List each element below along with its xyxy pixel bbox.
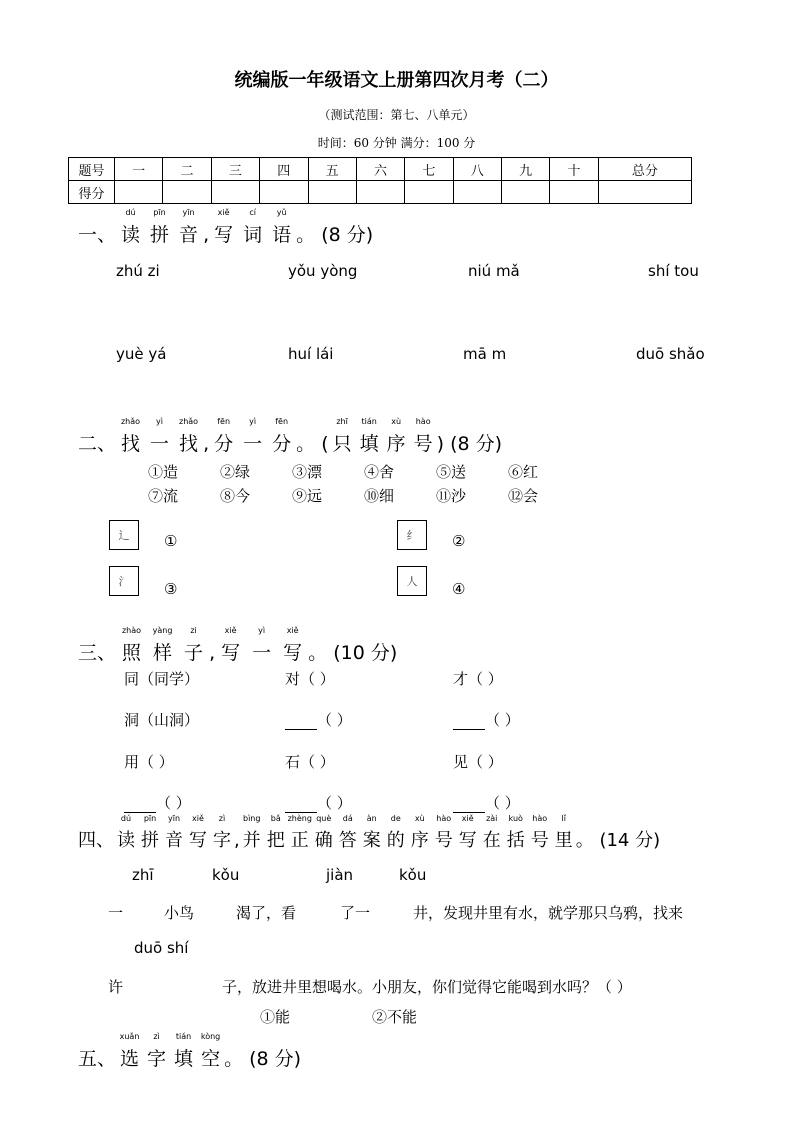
heading-char-pinyin: yàng bbox=[152, 626, 173, 635]
heading-char-text: 字 bbox=[213, 830, 231, 851]
score-table bbox=[68, 157, 692, 204]
heading-char-pinyin: dú bbox=[125, 208, 136, 217]
heading-char-text: 一 bbox=[243, 433, 263, 455]
heading-char-text: 子 bbox=[184, 642, 204, 664]
heading-char-text: 语 bbox=[272, 224, 292, 246]
heading-char-pinyin: zhǎo bbox=[179, 417, 199, 426]
heading-char-pinyin: yīn bbox=[167, 814, 181, 823]
s1-pinyin-2: yǒu yòng bbox=[288, 262, 358, 280]
s4-text-2: 小鸟 bbox=[164, 904, 195, 922]
heading-char bbox=[179, 208, 199, 247]
heading-char bbox=[141, 814, 159, 852]
char-option: ②绿 bbox=[220, 463, 251, 481]
heading-char-text: 音 bbox=[179, 224, 199, 246]
punct: 。 ( bbox=[296, 433, 329, 455]
heading-char bbox=[117, 814, 135, 852]
s1-pinyin-7: mā m bbox=[463, 345, 507, 363]
heading-char-text: 答 bbox=[338, 830, 357, 851]
heading-char-pinyin: cí bbox=[249, 208, 256, 217]
radical-box-4: 人 bbox=[397, 566, 427, 596]
heading-char bbox=[410, 814, 429, 852]
heading-char-text: 读 bbox=[121, 224, 141, 246]
heading-char-text: 字 bbox=[147, 1048, 167, 1070]
heading-char-pinyin: zhèng bbox=[287, 814, 312, 823]
score-header-cell: 六 bbox=[356, 158, 404, 181]
char-option: ⑨远 bbox=[292, 487, 323, 505]
heading-char-text: 号 bbox=[413, 433, 433, 455]
heading-char-pinyin: dá bbox=[342, 814, 353, 823]
heading-char-pinyin: fēn bbox=[275, 417, 289, 426]
s1-pinyin-1: zhú zi bbox=[116, 262, 160, 280]
char-option: ⑪沙 bbox=[436, 487, 467, 505]
heading-char-text: 读 bbox=[117, 830, 135, 851]
s3-blank-2[interactable]: （ ） bbox=[453, 709, 520, 730]
heading-char-pinyin: xiě bbox=[192, 814, 204, 823]
heading-char-pinyin: yì bbox=[156, 417, 164, 426]
score-header-cell: 总分 bbox=[598, 158, 691, 181]
comma: , bbox=[203, 433, 210, 455]
page-title: 统编版一年级语文上册第四次月考（二） bbox=[234, 70, 559, 91]
heading-char bbox=[165, 814, 183, 852]
heading-char bbox=[184, 626, 204, 665]
heading-char-pinyin: de bbox=[390, 814, 401, 823]
section-5-heading: 五、 xuǎn 选 zì 字 tián 填 kòng 空 。 (8 分) bbox=[78, 1032, 302, 1070]
heading-char bbox=[530, 814, 549, 852]
heading-char-pinyin: hào bbox=[436, 814, 452, 823]
char-option: ⑩细 bbox=[364, 487, 395, 505]
heading-char-text: 写 bbox=[221, 642, 241, 664]
s3-example-2: 洞（山洞） bbox=[124, 711, 200, 729]
heading-char-text: 只 bbox=[332, 433, 352, 455]
radical-answer-2: ② bbox=[452, 532, 466, 550]
s3-item-yong: 用（ ） bbox=[124, 753, 174, 771]
heading-char bbox=[243, 208, 263, 247]
s4-text-5: 井，发现井里有水，就学那只乌鸦，找来 bbox=[413, 904, 684, 922]
s4-text-3: 渴了，看 bbox=[236, 904, 297, 922]
heading-char-text: 写 bbox=[283, 642, 303, 664]
char-option: ⑤送 bbox=[436, 463, 467, 481]
comma: , bbox=[209, 642, 216, 664]
s4-option-2[interactable]: ②不能 bbox=[372, 1008, 418, 1026]
score-input-cell[interactable] bbox=[405, 181, 453, 204]
s4-text-1: 一 bbox=[108, 904, 124, 922]
s4-pinyin-4: kǒu bbox=[399, 866, 427, 884]
heading-char-pinyin: xù bbox=[414, 814, 425, 823]
heading-char-text: 在 bbox=[482, 830, 501, 851]
s3-blank-1[interactable]: （ ） bbox=[285, 709, 352, 730]
test-scope: （测试范围：第七、八单元） bbox=[318, 108, 475, 122]
s3-item-jian: 见（ ） bbox=[453, 753, 503, 771]
char-option: ⑥红 bbox=[508, 463, 539, 481]
s3-blank-4[interactable]: （ ） bbox=[285, 792, 352, 813]
heading-char-text: 括 bbox=[506, 830, 525, 851]
heading-char-text: 音 bbox=[165, 830, 183, 851]
section-3-heading: 三、 zhào 照 yàng 样 zi 子 , xiě 写 yì 一 xiě 写 。 (10 分) bbox=[78, 626, 398, 664]
score-input-cell[interactable] bbox=[598, 181, 691, 204]
heading-char-pinyin: dú bbox=[120, 814, 132, 823]
s3-item-cai: 才（ ） bbox=[453, 670, 503, 688]
heading-char bbox=[272, 417, 292, 456]
heading-char bbox=[554, 814, 573, 852]
s4-text-4: 了一 bbox=[340, 904, 371, 922]
char-option: ⑧今 bbox=[220, 487, 251, 505]
heading-char-pinyin: hào bbox=[415, 417, 431, 426]
heading-char-pinyin: kòng bbox=[200, 1032, 221, 1041]
s4-text-6: 许 bbox=[108, 978, 124, 996]
radical-answer-1: ① bbox=[164, 532, 178, 550]
heading-char bbox=[200, 1032, 221, 1071]
s3-item-shi: 石（ ） bbox=[285, 753, 335, 771]
heading-char-pinyin: pīn bbox=[143, 814, 157, 823]
heading-char-pinyin: zì bbox=[218, 814, 226, 823]
punct: ) bbox=[436, 433, 451, 455]
heading-char-text: 号 bbox=[434, 830, 453, 851]
heading-char bbox=[179, 417, 199, 456]
heading-char-text: 把 bbox=[266, 830, 285, 851]
heading-char-text: 分 bbox=[272, 433, 292, 455]
heading-char bbox=[266, 814, 285, 852]
heading-char bbox=[362, 814, 381, 852]
heading-char-pinyin: tián bbox=[361, 417, 377, 426]
heading-char-pinyin: què bbox=[316, 814, 332, 823]
score-header-cell: 题号 bbox=[69, 158, 115, 181]
heading-char-pinyin: kuò bbox=[508, 814, 523, 823]
score-header-cell: 三 bbox=[211, 158, 259, 181]
heading-char bbox=[506, 814, 525, 852]
section-2-heading: 二、 zhǎo 找 yì 一 zhǎo 找 , fēn 分 yì 一 fēn 分 。 ( zhī 只 tián 填 xù 序 hào 号 ) (8 分) bbox=[78, 417, 503, 455]
heading-char-pinyin: zài bbox=[486, 814, 498, 823]
heading-char-text: 里 bbox=[554, 830, 573, 851]
section-4-heading: 四、 dú 读 pīn 拼 yīn 音 xiě 写 zì 字 , bìng 并 bǎ 把 zhèng 正 què 确 dá 答 àn 案 de 的 xù 序 hào 号 xiě 写 zài 在 kuò 括 hào 号 lǐ 里 。 (14 分) bbox=[78, 814, 661, 851]
s1-pinyin-6: huí lái bbox=[288, 345, 334, 363]
heading-char-text: 并 bbox=[242, 830, 261, 851]
heading-char bbox=[213, 814, 231, 852]
heading-char bbox=[174, 1032, 194, 1071]
heading-char-pinyin: xiě bbox=[461, 814, 474, 823]
heading-char-pinyin: zhǎo bbox=[120, 417, 141, 426]
heading-char-pinyin: xuǎn bbox=[119, 1032, 140, 1041]
heading-char bbox=[189, 814, 207, 852]
heading-char-text: 照 bbox=[122, 642, 142, 664]
heading-char bbox=[221, 626, 241, 665]
heading-char-text: 序 bbox=[386, 433, 406, 455]
s4-pinyin-1: zhī bbox=[132, 866, 154, 884]
heading-char-pinyin: yì bbox=[258, 626, 266, 635]
comma: , bbox=[234, 830, 240, 851]
char-option: ⑦流 bbox=[148, 487, 179, 505]
heading-char-pinyin: xù bbox=[391, 417, 402, 426]
heading-char bbox=[359, 417, 379, 456]
score-input-cell[interactable] bbox=[163, 181, 211, 204]
heading-char bbox=[283, 626, 303, 665]
score-header-cell: 二 bbox=[163, 158, 211, 181]
heading-char-text: 拼 bbox=[141, 830, 159, 851]
heading-char-pinyin: tián bbox=[175, 1032, 192, 1041]
heading-char bbox=[121, 626, 142, 665]
s4-pinyin-2: kǒu bbox=[212, 866, 240, 884]
char-option: ⑫会 bbox=[508, 487, 539, 505]
heading-char bbox=[252, 626, 272, 665]
heading-char bbox=[272, 208, 292, 247]
heading-char bbox=[338, 814, 357, 852]
heading-char bbox=[332, 417, 352, 456]
heading-char-text: 的 bbox=[386, 830, 405, 851]
heading-char bbox=[214, 417, 234, 456]
heading-char-text: 空 bbox=[201, 1048, 221, 1070]
radical-answer-3: ③ bbox=[164, 580, 178, 598]
heading-char-text: 词 bbox=[243, 224, 263, 246]
s4-option-1[interactable]: ①能 bbox=[260, 1008, 291, 1026]
heading-char-text: 一 bbox=[150, 433, 170, 455]
s3-item-dui: 对（ ） bbox=[285, 670, 335, 688]
heading-char-text: 写 bbox=[458, 830, 477, 851]
score-input-cell[interactable] bbox=[211, 181, 259, 204]
heading-char bbox=[287, 814, 312, 852]
score-label-cell: 得分 bbox=[69, 181, 115, 204]
heading-char-pinyin: zi bbox=[190, 626, 197, 635]
s3-blank-3[interactable]: （ ） bbox=[124, 792, 191, 813]
s3-blank-5[interactable]: （ ） bbox=[453, 792, 520, 813]
heading-char-text: 找 bbox=[179, 433, 199, 455]
heading-char-text: 正 bbox=[290, 830, 309, 851]
heading-char-pinyin: xiě bbox=[286, 626, 299, 635]
radical-box-2: 纟 bbox=[397, 520, 427, 550]
radical-box-3: 氵 bbox=[109, 566, 139, 596]
heading-char-text: 选 bbox=[120, 1048, 140, 1070]
s4-text-7: 子，放进井里想喝水。小朋友，你们觉得它能喝到水吗？（ ） bbox=[222, 978, 632, 996]
score-header-cell: 一 bbox=[115, 158, 163, 181]
s1-pinyin-4: shí tou bbox=[648, 262, 699, 280]
heading-char bbox=[386, 417, 406, 456]
s1-pinyin-5: yuè yá bbox=[116, 345, 167, 363]
heading-char-text: 找 bbox=[121, 433, 141, 455]
score-input-cell[interactable] bbox=[260, 181, 308, 204]
s1-pinyin-3: niú mǎ bbox=[468, 262, 520, 280]
heading-char bbox=[150, 417, 170, 456]
heading-char bbox=[120, 417, 141, 456]
heading-char bbox=[482, 814, 501, 852]
heading-char-pinyin: zhī bbox=[336, 417, 348, 426]
heading-char-pinyin: pīn bbox=[153, 208, 166, 217]
heading-char-text: 填 bbox=[359, 433, 379, 455]
char-option: ④舍 bbox=[364, 463, 395, 481]
heading-char-text: 写 bbox=[214, 224, 234, 246]
heading-char bbox=[413, 417, 433, 456]
heading-char-pinyin: hào bbox=[532, 814, 548, 823]
heading-char bbox=[214, 208, 234, 247]
radical-answer-4: ④ bbox=[452, 580, 466, 598]
s2-options-row2 bbox=[148, 485, 580, 506]
heading-char bbox=[150, 208, 170, 247]
s2-options-row1 bbox=[148, 461, 580, 482]
score-input-cell[interactable] bbox=[502, 181, 550, 204]
heading-char-text: 案 bbox=[362, 830, 381, 851]
heading-char-text: 拼 bbox=[150, 224, 170, 246]
heading-char-pinyin: lǐ bbox=[561, 814, 566, 823]
heading-char-pinyin: bìng bbox=[243, 814, 261, 823]
score-header-cell: 十 bbox=[550, 158, 598, 181]
score-header-cell: 五 bbox=[308, 158, 356, 181]
s4-pinyin-5: duō shí bbox=[134, 939, 189, 957]
heading-char-pinyin: àn bbox=[366, 814, 377, 823]
score-header-cell: 九 bbox=[502, 158, 550, 181]
heading-char bbox=[147, 1032, 167, 1071]
heading-char-pinyin: xiě bbox=[217, 208, 230, 217]
score-header-cell: 八 bbox=[453, 158, 501, 181]
char-option: ①造 bbox=[148, 463, 179, 481]
heading-char bbox=[152, 626, 173, 665]
heading-char-text: 号 bbox=[530, 830, 549, 851]
score-input-cell[interactable] bbox=[308, 181, 356, 204]
s4-pinyin-3: jiàn bbox=[326, 866, 354, 884]
heading-char-pinyin: zì bbox=[153, 1032, 160, 1041]
s1-pinyin-8: duō shǎo bbox=[636, 345, 705, 363]
heading-char bbox=[242, 814, 261, 852]
score-header-cell: 四 bbox=[260, 158, 308, 181]
s3-example-1: 同（同学） bbox=[124, 670, 200, 688]
score-input-cell[interactable] bbox=[356, 181, 404, 204]
score-input-cell[interactable] bbox=[550, 181, 598, 204]
time-and-score: 时间：60 分钟 满分：100 分 bbox=[317, 136, 476, 150]
heading-char-pinyin: yì bbox=[249, 417, 257, 426]
heading-char-text: 一 bbox=[252, 642, 272, 664]
heading-char-pinyin: bǎ bbox=[270, 814, 281, 823]
heading-char-pinyin: zhào bbox=[121, 626, 142, 635]
heading-char-text: 写 bbox=[189, 830, 207, 851]
score-input-cell[interactable] bbox=[115, 181, 163, 204]
heading-char-text: 分 bbox=[214, 433, 234, 455]
heading-char-pinyin: yǔ bbox=[276, 208, 287, 217]
score-header-cell: 七 bbox=[405, 158, 453, 181]
heading-char-text: 样 bbox=[153, 642, 173, 664]
heading-char-pinyin: fēn bbox=[217, 417, 231, 426]
heading-char bbox=[386, 814, 405, 852]
char-option: ③漂 bbox=[292, 463, 323, 481]
heading-char bbox=[119, 1032, 140, 1071]
comma: , bbox=[203, 224, 210, 246]
heading-char-pinyin: yīn bbox=[182, 208, 195, 217]
heading-char bbox=[314, 814, 333, 852]
heading-char bbox=[434, 814, 453, 852]
heading-char-text: 确 bbox=[314, 830, 333, 851]
heading-char-pinyin: xiě bbox=[224, 626, 237, 635]
radical-box-1: 辶 bbox=[109, 520, 139, 550]
heading-char bbox=[121, 208, 141, 247]
heading-char-text: 序 bbox=[410, 830, 429, 851]
heading-char bbox=[458, 814, 477, 852]
heading-char-text: 填 bbox=[174, 1048, 194, 1070]
score-input-cell[interactable] bbox=[453, 181, 501, 204]
section-1-heading: 一、 dú 读 pīn 拼 yīn 音 , xiě 写 cí 词 yǔ 语 。 (8 分) bbox=[78, 208, 374, 246]
section-score: (8 分) bbox=[450, 433, 503, 455]
heading-char bbox=[243, 417, 263, 456]
